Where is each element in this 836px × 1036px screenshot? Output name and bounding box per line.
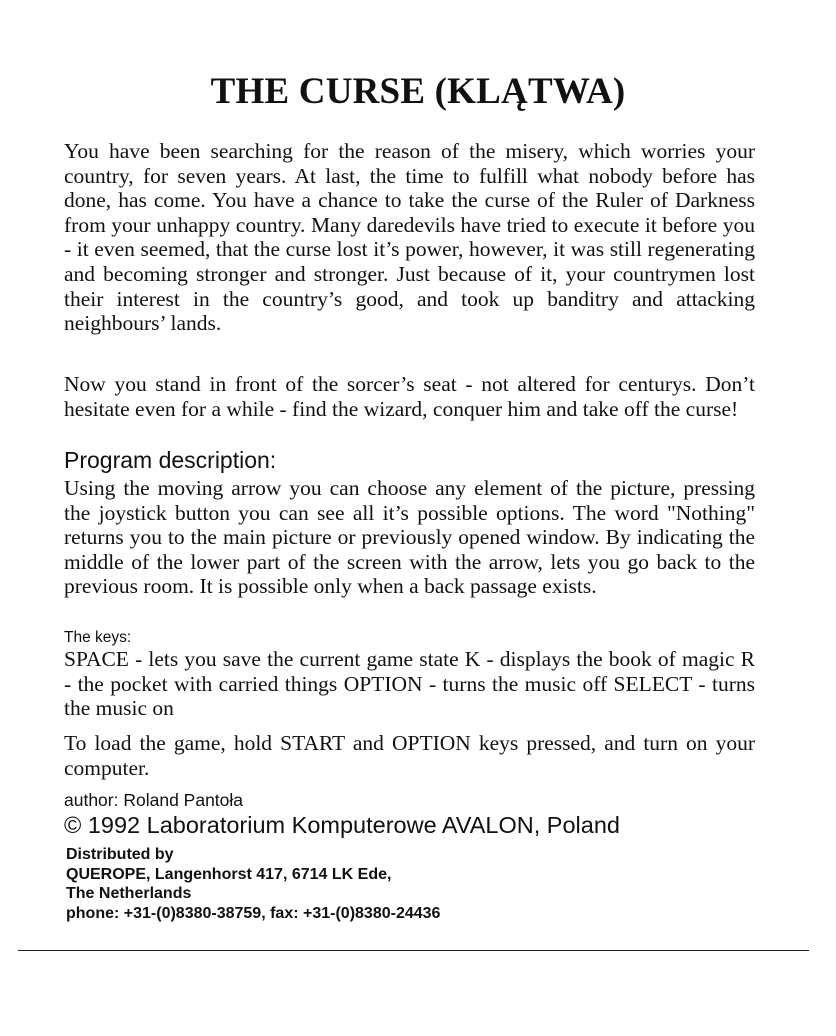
story-paragraph-1: You have been searching for the reason of the misery, which worries your country, for seven years. At last, the time to fulfill what nobody before has done, has come. You have a chance to take the curse of the Ruler of Darkness from your unhappy country. Many daredevils have tried to execute it before you - it even seemed, that the curse lost it’s power, however, it was still regenerating and becoming stronger and stronger. Just because of it, your countrymen lost their interest in the country’s good, and took up banditry and attacking neighbours’ lands. [64, 139, 755, 336]
distributor-contact: phone: +31-(0)8380-38759, fax: +31-(0)8380-24436 [66, 904, 441, 922]
distributor-line-3: The Netherlands [66, 885, 192, 903]
keys-text: SPACE - lets you save the current game state K - displays the book of magic R - the pocket with carried things OPTION - turns the music off SELECT - turns the music on [64, 647, 755, 721]
distributor-line-1: Distributed by [66, 846, 174, 863]
program-description-text: Using the moving arrow you can choose any element of the picture, pressing the joystick button you can see all it’s possible options. The word "Nothing" returns you to the main picture or previously opened window. By indicating the middle of the lower part of the screen with the arrow, lets you go back to the previous room. It is possible only when a back passage exists. [64, 476, 755, 599]
program-description-heading: Program description: [64, 447, 277, 473]
story-paragraph-2: Now you stand in front of the sorcer’s seat - not altered for centurys. Don’t hesitate even for a while - find the wizard, conquer him and take off the curse! [64, 372, 755, 421]
load-instructions: To load the game, hold START and OPTION keys pressed, and turn on your computer. [64, 731, 755, 780]
page-title: THE CURSE (KLĄTWA) [210, 71, 626, 112]
keys-heading: The keys: [64, 629, 132, 646]
distributor-line-2: QUEROPE, Langenhorst 417, 6714 LK Ede, [66, 865, 392, 883]
copyright-notice: © 1992 Laboratorium Komputerowe AVALON, Poland [64, 812, 620, 838]
author-credit: author: Roland Pantoła [64, 790, 244, 810]
distributor-info [66, 845, 440, 923]
bottom-divider [18, 950, 809, 951]
